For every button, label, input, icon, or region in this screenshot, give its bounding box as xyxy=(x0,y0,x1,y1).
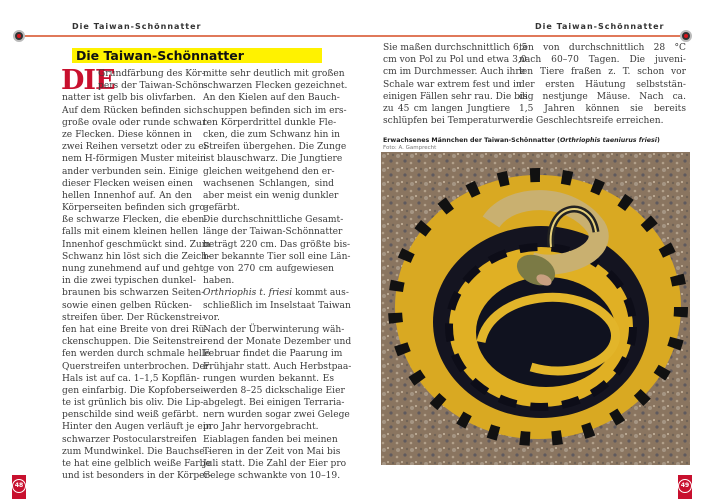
text-line: Hals ist auf ca. 1–1,5 Kopflän- xyxy=(62,373,200,384)
text-line: schließlich im Inselstaat Taiwan xyxy=(203,300,351,311)
text-line: und ist besonders in der Körper- xyxy=(62,471,212,482)
text-line: Tieren in der Zeit von Mai bis xyxy=(203,446,341,457)
text-line: zu 45 cm langen Jungtiere xyxy=(383,103,510,114)
text-line: pers der Taiwan-Schön- xyxy=(98,81,207,92)
text-line: ge von 270 cm aufgewiesen xyxy=(203,264,334,274)
caption-close: ) xyxy=(656,137,660,144)
text-line: länge der Taiwan-Schönnatter xyxy=(203,227,343,238)
text-line: ten von durchschnittlich 28 °C xyxy=(519,43,686,53)
text-line: te hat eine gelblich weiße Farbe xyxy=(62,459,211,469)
text-line: An den Kielen auf den Bauch- xyxy=(203,93,340,104)
caption-species: Orthriophis taeniurus friesi xyxy=(559,137,657,144)
text-line: Gelege schwankte von 10–19. xyxy=(203,471,341,482)
text-line xyxy=(203,287,349,299)
text-line: fen hat eine Breite von drei Rü- xyxy=(62,324,208,335)
text-line: Schale war extrem fest und in xyxy=(383,79,522,90)
paragraph xyxy=(519,42,686,127)
text-line: natter ist gelb bis olivfarben. xyxy=(62,93,196,104)
text-line: schwarzer Postocularstreifen xyxy=(62,434,197,445)
paragraph xyxy=(203,287,351,324)
text-line: ander verbunden sein. Einige xyxy=(62,166,199,177)
text-line: schuppen befinden sich im ers- xyxy=(203,105,347,116)
text-line: in die zwei typischen dunkel- xyxy=(62,276,197,287)
text-line: pro Jahr hervorgebracht. xyxy=(203,422,319,433)
running-head-right: Die Taiwan-Schönnatter xyxy=(535,22,665,31)
text-fragment: kommt aus- xyxy=(292,288,349,299)
text-line: gleichen weitgehend den er- xyxy=(203,166,335,177)
text-line: zum Mundwinkel. Die Bauchsei- xyxy=(62,446,211,457)
bullet-icon xyxy=(680,30,692,42)
text-line: sowie einen gelben Rücken- xyxy=(62,300,192,311)
text-column-2 xyxy=(203,68,352,482)
text-line: penschilde sind weiß gefärbt. xyxy=(62,410,199,421)
text-column-4 xyxy=(519,42,686,127)
text-line: die Geschlechtsreife erreichen. xyxy=(519,116,664,127)
running-head-left: Die Taiwan-Schönnatter xyxy=(72,22,202,31)
text-line: cm von Pol zu Pol und etwa 3,0 xyxy=(383,55,527,66)
page-number-right-text: 49 xyxy=(678,479,692,493)
text-line: rend der Monate Dezember und xyxy=(203,337,352,348)
text-line: Frühjahr statt. Auch Herbstpaa- xyxy=(203,361,352,372)
text-line: fen werden durch schmale helle xyxy=(62,349,211,360)
text-line: falls mit einem kleinen hellen xyxy=(62,227,199,238)
drop-cap: DIE xyxy=(61,65,115,96)
text-line: ten Körperdrittel dunkle Fle- xyxy=(203,117,337,128)
header-rule-right xyxy=(352,35,685,37)
text-line: rungen wurden bekannt. Es xyxy=(203,373,334,384)
text-line: Streifen übergehen. Die Zunge xyxy=(203,142,347,153)
text-line: schwarzen Flecken gezeichnet. xyxy=(203,81,348,92)
text-line: nern wurden sogar zwei Gelege xyxy=(203,410,350,421)
text-line: Juli statt. Die Zahl der Eier pro xyxy=(203,459,347,469)
page-number-left xyxy=(12,475,26,499)
text-line: Grundfärbung des Kör- xyxy=(98,69,205,79)
text-line: Februar findet die Paarung im xyxy=(203,349,343,360)
paragraph xyxy=(203,324,352,434)
text-line: Querstreifen unterbrochen. Der xyxy=(62,361,210,372)
text-line: cken, die zum Schwanz hin in xyxy=(203,129,340,140)
text-line: große ovale oder runde schwar- xyxy=(62,117,210,128)
text-line: ckenschuppen. Die Seitenstrei- xyxy=(62,337,206,348)
text-line: vor. xyxy=(203,312,220,323)
caption-text: Erwachsenes Männchen der Taiwan-Schönnatter ( xyxy=(383,137,560,144)
text-line: nach 60–70 Tagen. Die juveni- xyxy=(519,55,686,66)
text-line: braunen bis schwarzen Seiten- xyxy=(62,288,205,299)
text-line: dieser Flecken weisen einen xyxy=(62,178,193,189)
text-line: Hinter den Augen verläuft je ein xyxy=(62,422,212,433)
text-line: Sie maßen durchschnittlich 6,5 xyxy=(383,43,528,53)
text-line: cm im Durchmesser. Auch ihre xyxy=(383,67,526,78)
text-line: werden 8–25 dickschalige Eier xyxy=(203,385,345,396)
paragraph xyxy=(203,214,351,287)
text-line: beträgt 220 cm. Das größte bis- xyxy=(203,239,351,250)
text-line: her bekannte Tier soll eine Län- xyxy=(203,251,351,262)
text-line: Nach der Überwinterung wäh- xyxy=(203,324,345,335)
paragraph xyxy=(203,68,348,214)
photo-credit: Foto: A. Gamprecht xyxy=(383,145,437,151)
text-line: nung zunehmend auf und geht xyxy=(62,264,204,274)
photo-caption xyxy=(383,137,660,144)
text-line: Auf dem Rücken befinden sich xyxy=(62,105,203,116)
text-line: gen einfarbig. Die Kopfobersei- xyxy=(62,385,207,396)
text-line: gefärbt. xyxy=(203,203,240,214)
text-line: ist blauschwarz. Die Jungtiere xyxy=(203,154,343,165)
text-line: zwei Reihen versetzt oder zu ei- xyxy=(62,142,210,153)
text-line: dig nestjunge Mäuse. Nach ca. xyxy=(519,91,686,102)
text-line: mitte sehr deutlich mit großen xyxy=(203,69,345,79)
species-name: Orthriophis t. friesi xyxy=(203,288,293,299)
text-line: Schwanz hin löst sich die Zeich- xyxy=(62,251,211,262)
text-line: hellen Innenhof auf. An den xyxy=(62,190,192,201)
text-line: aber meist ein wenig dunkler xyxy=(203,190,339,201)
text-line: len Tiere fraßen z. T. schon vor xyxy=(519,67,686,78)
text-line: te ist grünlich bis oliv. Die Lip- xyxy=(62,398,204,409)
text-line: 1,5 Jahren können sie bereits xyxy=(519,103,686,114)
text-line: streifen über. Der Rückenstrei- xyxy=(62,312,206,323)
text-line: einigen Fällen sehr rau. Die bis xyxy=(383,91,528,102)
header-rule-left xyxy=(20,35,352,37)
text-line: wachsenen Schlangen, sind xyxy=(203,178,334,189)
text-line: Körperseiten befinden sich gro- xyxy=(62,203,208,214)
text-line: haben. xyxy=(203,276,235,287)
text-line: abgelegt. Bei einigen Terraria- xyxy=(203,398,345,409)
text-line: Eiablagen fanden bei meinen xyxy=(203,434,338,445)
text-column-3 xyxy=(383,42,528,127)
text-line: Innenhof geschmückt sind. Zum xyxy=(62,239,211,250)
page-number-right xyxy=(678,475,692,499)
paragraph xyxy=(383,42,528,127)
article-title: Die Taiwan-Schönnatter xyxy=(72,48,322,63)
bullet-icon xyxy=(13,30,25,42)
text-line: Die durchschnittliche Gesamt- xyxy=(203,215,344,226)
text-line: der ersten Häutung selbststän- xyxy=(519,79,686,90)
text-line: nem H-förmigen Muster mitein- xyxy=(62,154,209,165)
text-line: ze Flecken. Diese können in xyxy=(62,129,192,140)
paragraph xyxy=(203,434,347,483)
snake-photo xyxy=(381,152,690,465)
text-line: ße schwarze Flecken, die eben- xyxy=(62,215,208,226)
page-number-left-text: 48 xyxy=(12,479,26,493)
text-line: schlüpfen bei Temperaturwer- xyxy=(383,116,523,127)
